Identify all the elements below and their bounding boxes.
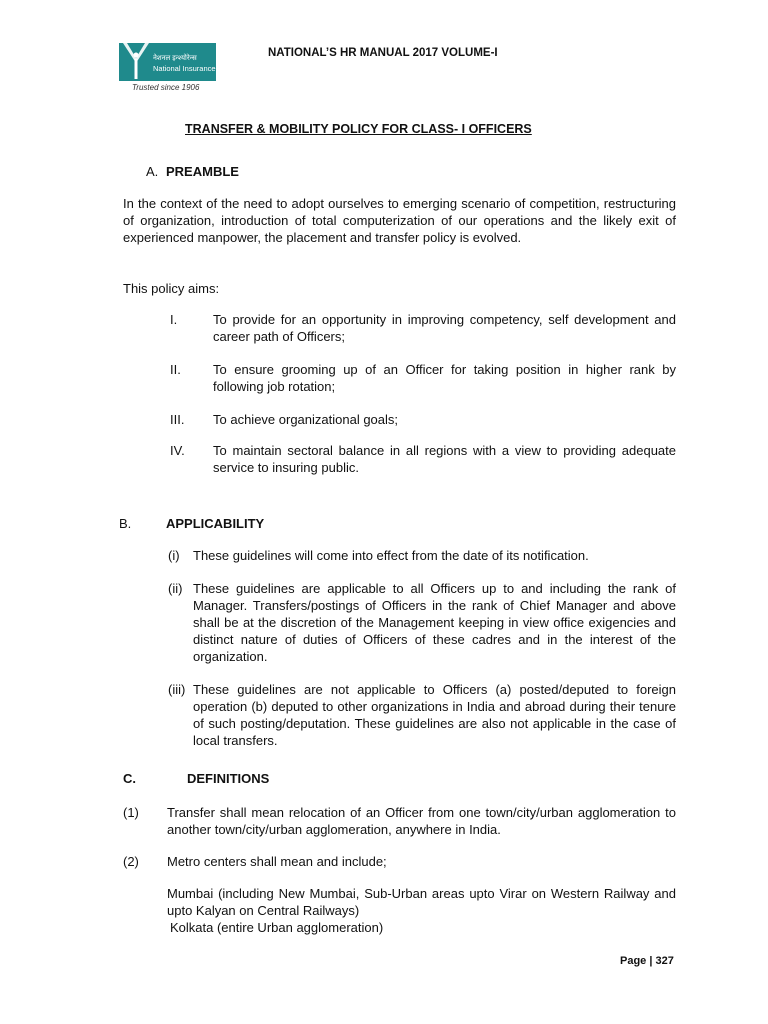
section-b-marker: B. <box>119 516 132 531</box>
aim-text: To achieve organizational goals; <box>213 412 399 427</box>
aims-intro: This policy aims: <box>123 281 220 296</box>
metro-mumbai-text: Mumbai (including New Mumbai, Sub-Urban areas upto Virar on Western Railway and upto Kalyan on Central Railways) <box>167 886 676 918</box>
logo-emblem-icon <box>121 43 151 81</box>
applicability-text: These guidelines are applicable to all Officers up to and including the rank of Manager. Transfers/postings of Officers in the rank of Chief Manager and above shall be at the discretion of the Management keeping in view office exigencies and distinct nature of duties of Officers of these cadres and in the interest of the organization. <box>193 581 676 664</box>
section-b-heading: APPLICABILITY <box>166 516 265 531</box>
definition-text: Metro centers shall mean and include; <box>167 854 387 869</box>
applicability-number: (ii) <box>168 581 183 596</box>
metro-kolkata-text: Kolkata (entire Urban agglomeration) <box>170 920 384 935</box>
logo-tagline: Trusted since 1906 <box>132 83 200 92</box>
section-a-heading: PREAMBLE <box>166 164 239 179</box>
applicability-number: (i) <box>168 548 180 563</box>
document-title: TRANSFER & MOBILITY POLICY FOR CLASS- I OFFICERS <box>185 122 532 136</box>
page-header-title: NATIONAL’S HR MANUAL 2017 VOLUME-I <box>268 47 498 59</box>
section-a-marker: A. <box>146 164 159 179</box>
logo-hindi-text: नेशनल इन्श्योरेन्स <box>153 55 197 62</box>
aim-number: I. <box>170 312 178 327</box>
section-c-heading: DEFINITIONS <box>187 771 270 786</box>
aim-text: To maintain sectoral balance in all regions with a view to providing adequate service to insuring public. <box>213 443 676 475</box>
aim-number: II. <box>170 362 181 377</box>
aim-text: To provide for an opportunity in improving competency, self development and career path of Officers; <box>213 312 676 344</box>
preamble-paragraph: In the context of the need to adopt ourselves to emerging scenario of competition, restructuring of organization, introduction of total computerization of our operations and the likely exit of experienced manpower, the placement and transfer policy is evolved. <box>123 196 676 245</box>
section-c-marker: C. <box>123 771 136 786</box>
definition-number: (1) <box>123 805 139 820</box>
page-number: Page | 327 <box>620 955 674 967</box>
applicability-text: These guidelines will come into effect from the date of its notification. <box>193 548 589 563</box>
aim-number: IV. <box>170 443 185 458</box>
aim-number: III. <box>170 412 185 427</box>
definition-number: (2) <box>123 854 139 869</box>
logo-badge <box>119 43 216 81</box>
applicability-number: (iii) <box>168 682 186 697</box>
company-logo <box>119 43 216 93</box>
definition-text: Transfer shall mean relocation of an Officer from one town/city/urban agglomeration to another town/city/urban agglomeration, anywhere in India. <box>167 805 676 837</box>
logo-english-text: National Insurance <box>153 64 216 73</box>
aim-text: To ensure grooming up of an Officer for taking position in higher rank by following job rotation; <box>213 362 676 394</box>
applicability-text: These guidelines are not applicable to Officers (a) posted/deputed to foreign operation (b) deputed to other organizations in India and abroad during their tenure of such posting/deputation. These guidelines are also not applicable in the case of local transfers. <box>193 682 676 748</box>
